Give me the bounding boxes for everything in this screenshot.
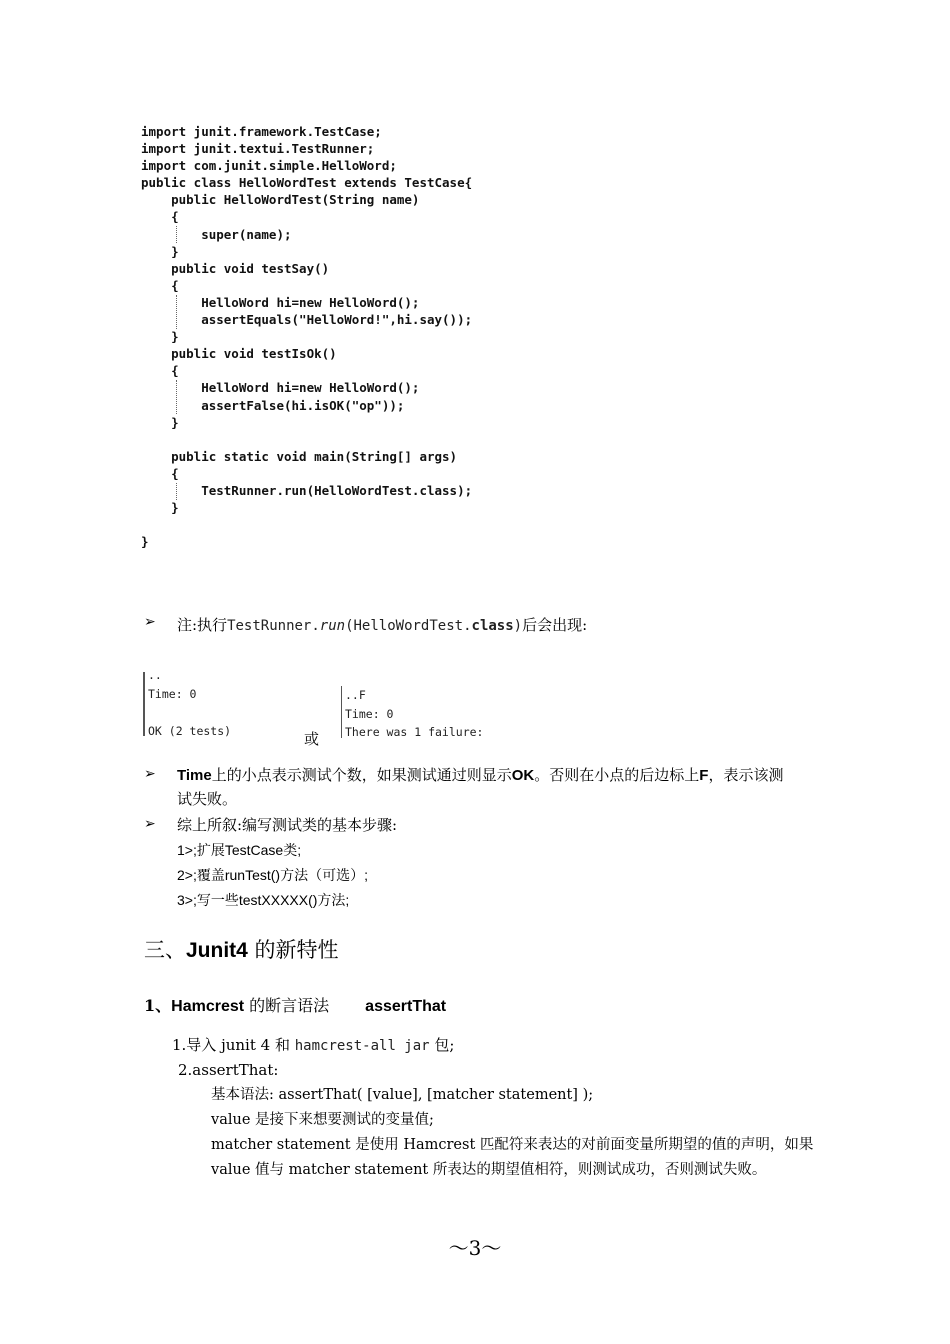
code-line: { — [141, 209, 179, 225]
code-indent-guide — [176, 380, 177, 414]
subsection-text1: 的断言语法 — [244, 996, 330, 1015]
note-line — [177, 613, 587, 638]
bullet-arrow-icon: ➢ — [144, 816, 156, 832]
note-prefix: 注:执行 — [177, 616, 228, 634]
ok-word: OK — [511, 767, 535, 784]
summary-step: 3>;写一些testXXXXX()方法; — [177, 892, 350, 908]
page-number: ～3～ — [448, 1236, 502, 1260]
time-explain-line2: 试失败。 — [177, 790, 238, 808]
code-line: TestRunner.run(HelloWordTest.class); — [141, 482, 473, 498]
code-line: public HelloWordTest(String name) — [141, 192, 420, 208]
code-line: assertEquals("HelloWord!",hi.say()); — [141, 312, 473, 328]
code-line: HelloWord hi=new HelloWord(); — [141, 294, 420, 310]
code-line: assertFalse(hi.isOK("op")); — [141, 397, 405, 413]
console-ok-dots: .. — [148, 668, 162, 682]
import-mono: hamcrest-all jar — [294, 1038, 430, 1054]
note-suffix: 后会出现: — [522, 616, 588, 634]
subsection-number: 1、 — [144, 996, 172, 1015]
code-line: { — [141, 277, 179, 293]
f-word: F — [699, 767, 709, 784]
code-indent-guide — [176, 226, 177, 243]
code-line: public void testIsOk() — [141, 346, 337, 362]
code-line — [141, 431, 472, 448]
console-ok-border — [143, 672, 145, 736]
code-indent-guide — [176, 483, 177, 500]
syntax-line: 基本语法: assertThat( [value], [matcher statement] ); — [211, 1087, 594, 1103]
console-fail-dots: ..F — [345, 688, 366, 702]
summary-title: 综上所叙:编写测试类的基本步骤: — [177, 816, 398, 834]
code-line: } — [141, 534, 149, 550]
code-line: } — [141, 414, 179, 430]
import-text1: 1.导入 junit 4 和 — [172, 1036, 295, 1054]
note-call-method: run — [319, 618, 346, 634]
code-line: { — [141, 465, 179, 481]
summary-step: 1>;扩展TestCase类; — [177, 842, 302, 858]
code-line: import junit.textui.TestRunner; — [141, 141, 375, 157]
subsection-word1: Hamcrest — [171, 998, 245, 1015]
time-explain-line1 — [177, 763, 783, 788]
import-line — [172, 1033, 454, 1058]
code-line: } — [141, 243, 179, 259]
code-line: HelloWord hi=new HelloWord(); — [141, 380, 420, 396]
code-line: { — [141, 363, 179, 379]
code-line — [141, 516, 472, 533]
subsection-heading — [144, 993, 446, 1020]
console-fail-output — [345, 686, 483, 742]
note-call-keyword: class — [471, 618, 514, 634]
time-explain-text2: 。否则在小点的后边标上 — [534, 766, 700, 784]
time-explain-text1: 上的小点表示测试个数，如果测试通过则显示 — [211, 766, 512, 784]
code-line: super(name); — [141, 226, 292, 242]
bullet-arrow-icon: ➢ — [144, 614, 156, 630]
subsection-word2: assertThat — [365, 998, 447, 1015]
console-fail-time: Time: 0 — [345, 706, 394, 721]
syntax-line: value 值与 matcher statement 所表达的期望值相符，则测试成功，否则测试失败。 — [211, 1162, 767, 1178]
section-heading-suffix: 的新特性 — [247, 938, 339, 962]
time-word: Time — [177, 767, 212, 784]
console-fail-result: There was 1 failure: — [345, 725, 484, 739]
console-fail-border — [341, 686, 342, 738]
code-line: public void testSay() — [141, 260, 330, 276]
code-line: } — [141, 329, 179, 345]
note-call-arg: (HelloWordTest. — [345, 618, 472, 634]
code-line: import junit.framework.TestCase; — [141, 124, 382, 139]
console-ok-time: Time: 0 — [148, 686, 197, 701]
time-explain-text3: ，表示该测 — [708, 766, 784, 784]
assertthat-label: 2.assertThat: — [178, 1061, 279, 1079]
code-listing — [141, 123, 472, 550]
note-call-class: TestRunner. — [227, 618, 320, 634]
console-ok-result: OK (2 tests) — [148, 723, 232, 738]
section-heading-prefix: 三、 — [144, 938, 186, 962]
syntax-line: matcher statement 是使用 Hamcrest 匹配符来表达的对前面变量所期望的值的声明，如果 — [211, 1137, 814, 1153]
code-line: import com.junit.simple.HelloWord; — [141, 158, 397, 174]
note-call-close: ) — [513, 618, 523, 634]
code-line: } — [141, 500, 179, 516]
code-line: public class HelloWordTest extends TestCase{ — [141, 175, 473, 191]
section-heading-bold: Junit4 — [186, 939, 248, 962]
summary-step: 2>;覆盖runTest()方法（可选）; — [177, 867, 368, 883]
console-or-label: 或 — [304, 730, 320, 748]
bullet-arrow-icon: ➢ — [144, 766, 156, 782]
console-ok-output — [148, 666, 231, 740]
syntax-line: value 是接下来想要测试的变量值; — [211, 1112, 434, 1128]
code-line: public static void main(String[] args) — [141, 448, 458, 464]
code-indent-guide — [176, 295, 177, 329]
section-heading — [144, 934, 339, 967]
import-text2: 包; — [429, 1036, 455, 1054]
